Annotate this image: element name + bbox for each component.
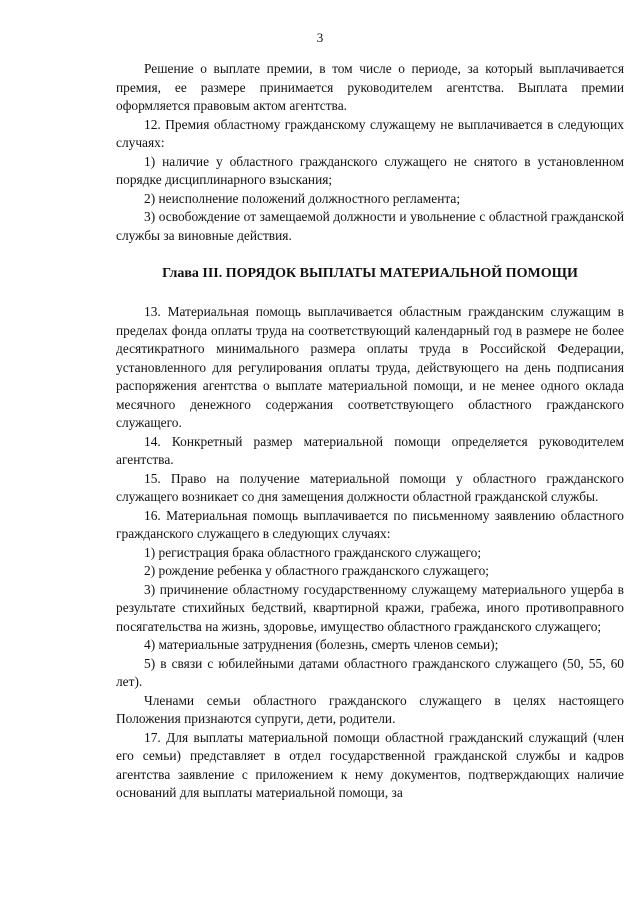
list-item-12-3: 3) освобождение от замещаемой должности и увольнение с областной гражданской службы за виновные действия. (116, 209, 624, 243)
paragraph-17: 17. Для выплаты материальной помощи областной гражданский служащий (член его семьи) представляет в отдел государственной гражданской службы и кадров агентства заявление с приложением к нему документов, подтверждающих наличие оснований для выплаты материальной помощи, за (116, 729, 624, 800)
paragraph-premium-decision: Решение о выплате премии, в том числе о периоде, за который выплачивается премия, ее размере принимается руководителем агентства. Выплата премии оформляется правовым актом агентства. (116, 61, 624, 113)
paragraph-16: 16. Материальная помощь выплачивается по письменному заявлению областного гражданского служащего в следующих случаях: (116, 507, 624, 541)
paragraph-family-members: Членами семьи областного гражданского служащего в целях настоящего Положения признаются супруги, дети, родители. (116, 692, 624, 726)
chapter-heading: Глава III. ПОРЯДОК ВЫПЛАТЫ МАТЕРИАЛЬНОЙ ПОМОЩИ (162, 266, 578, 281)
paragraph-12: 12. Премия областному гражданскому служащему не выплачивается в следующих случаях: (116, 116, 624, 150)
list-item-16-3: 3) причинение областному государственному служащему материального ущерба в результате стихийных бедствий, квартирной кражи, грабежа, иного противоправного посягательства на жизнь, здоровье, имущество областного гражданского служащего; (116, 581, 624, 634)
list-item-12-2: 2) неисполнение положений должностного регламента; (144, 190, 461, 206)
list-item-16-4: 4) материальные затруднения (болезнь, смерть членов семьи); (144, 637, 499, 652)
page-number: 3 (316, 30, 324, 45)
list-item-16-2: 2) рождение ребенка у областного гражданского служащего; (144, 563, 490, 578)
paragraph-14: 14. Конкретный размер материальной помощи определяется руководителем агентства. (116, 433, 624, 467)
list-item-12-1: 1) наличие у областного гражданского служащего не снятого в установленном порядке дисциплинарного взыскания; (116, 153, 624, 187)
list-item-16-1: 1) регистрация брака областного гражданского служащего; (144, 544, 482, 560)
paragraph-13: 13. Материальная помощь выплачивается областным гражданским служащим в пределах фонда оплаты труда на соответствующий календарный год в размере не более десятикратного минимального размера оплаты труда в Российской Федерации, установленного для регулирования оплаты труда, действующего на день подписания распоряжения агентства о выплате материальной помощи, и не менее одного оклада месячного денежного содержания соответствующего областного гражданского служащего. (116, 304, 624, 430)
document-body (116, 60, 624, 803)
paragraph-15: 15. Право на получение материальной помощи у областного гражданского служащего возникает со дня замещения должности областной гражданской службы. (116, 470, 624, 504)
list-item-16-5: 5) в связи с юбилейными датами областного гражданского служащего (50, 55, 60 лет). (116, 655, 624, 689)
